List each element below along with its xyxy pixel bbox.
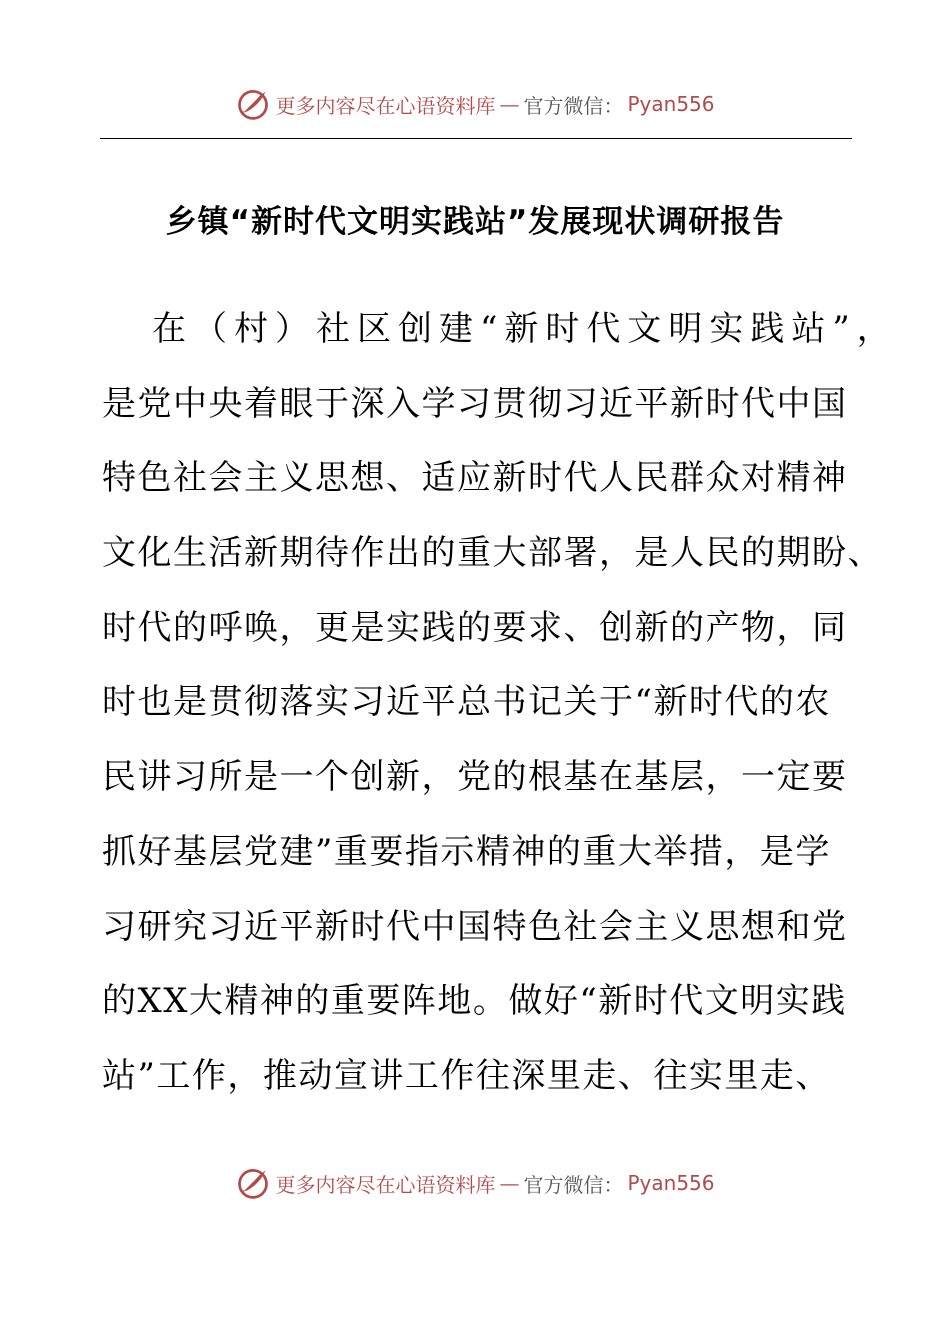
header-banner-text: 更多内容尽在心语资料库 — [275, 93, 496, 118]
header-banner — [0, 84, 950, 124]
body-line: 文化生活新期待作出的重大部署，是人民的期盼、 — [102, 533, 883, 574]
body-line: 时代的呼唤，更是实践的要求、创新的产物，同 — [102, 607, 848, 648]
body-line: 特色社会主义思想、适应新时代人民群众对精神 — [102, 458, 848, 499]
header-banner-separator: — — [499, 92, 520, 116]
header-divider — [100, 138, 852, 139]
header-banner-wechat-id: Pyan556 — [627, 92, 715, 116]
footer-banner — [0, 1163, 950, 1203]
body-line: 的XX大精神的重要阵地。做好“新时代文明实践 — [102, 981, 847, 1022]
footer-banner-separator: — — [499, 1171, 520, 1195]
footer-banner-content — [235, 1165, 714, 1201]
document-title: 乡镇“新时代文明实践站”发展现状调研报告 — [165, 204, 785, 240]
quill-logo-icon — [235, 86, 271, 122]
header-banner-wechat-label: 官方微信： — [523, 93, 624, 118]
body-line: 时也是贯彻落实习近平总书记关于“新时代的农 — [102, 682, 831, 723]
footer-banner-wechat-label: 官方微信： — [523, 1172, 624, 1197]
header-banner-content — [235, 86, 714, 122]
footer-banner-wechat-id: Pyan556 — [627, 1171, 715, 1195]
body-line: 民讲习所是一个创新，党的根基在基层，一定要 — [102, 757, 848, 798]
footer-banner-text: 更多内容尽在心语资料库 — [275, 1172, 496, 1197]
body-line: 习研究习近平新时代中国特色社会主义思想和党 — [102, 906, 848, 947]
document-body — [102, 292, 898, 1114]
body-line: 是党中央着眼于深入学习贯彻习近平新时代中国 — [102, 383, 848, 424]
quill-logo-icon — [235, 1165, 271, 1201]
body-line: 抓好基层党建”重要指示精神的重大举措，是学 — [102, 831, 831, 872]
body-line: 站”工作，推动宣讲工作往深里走、往实里走、 — [102, 1055, 831, 1096]
body-line: 在（村）社区创建“新时代文明实践站”， — [152, 309, 898, 349]
